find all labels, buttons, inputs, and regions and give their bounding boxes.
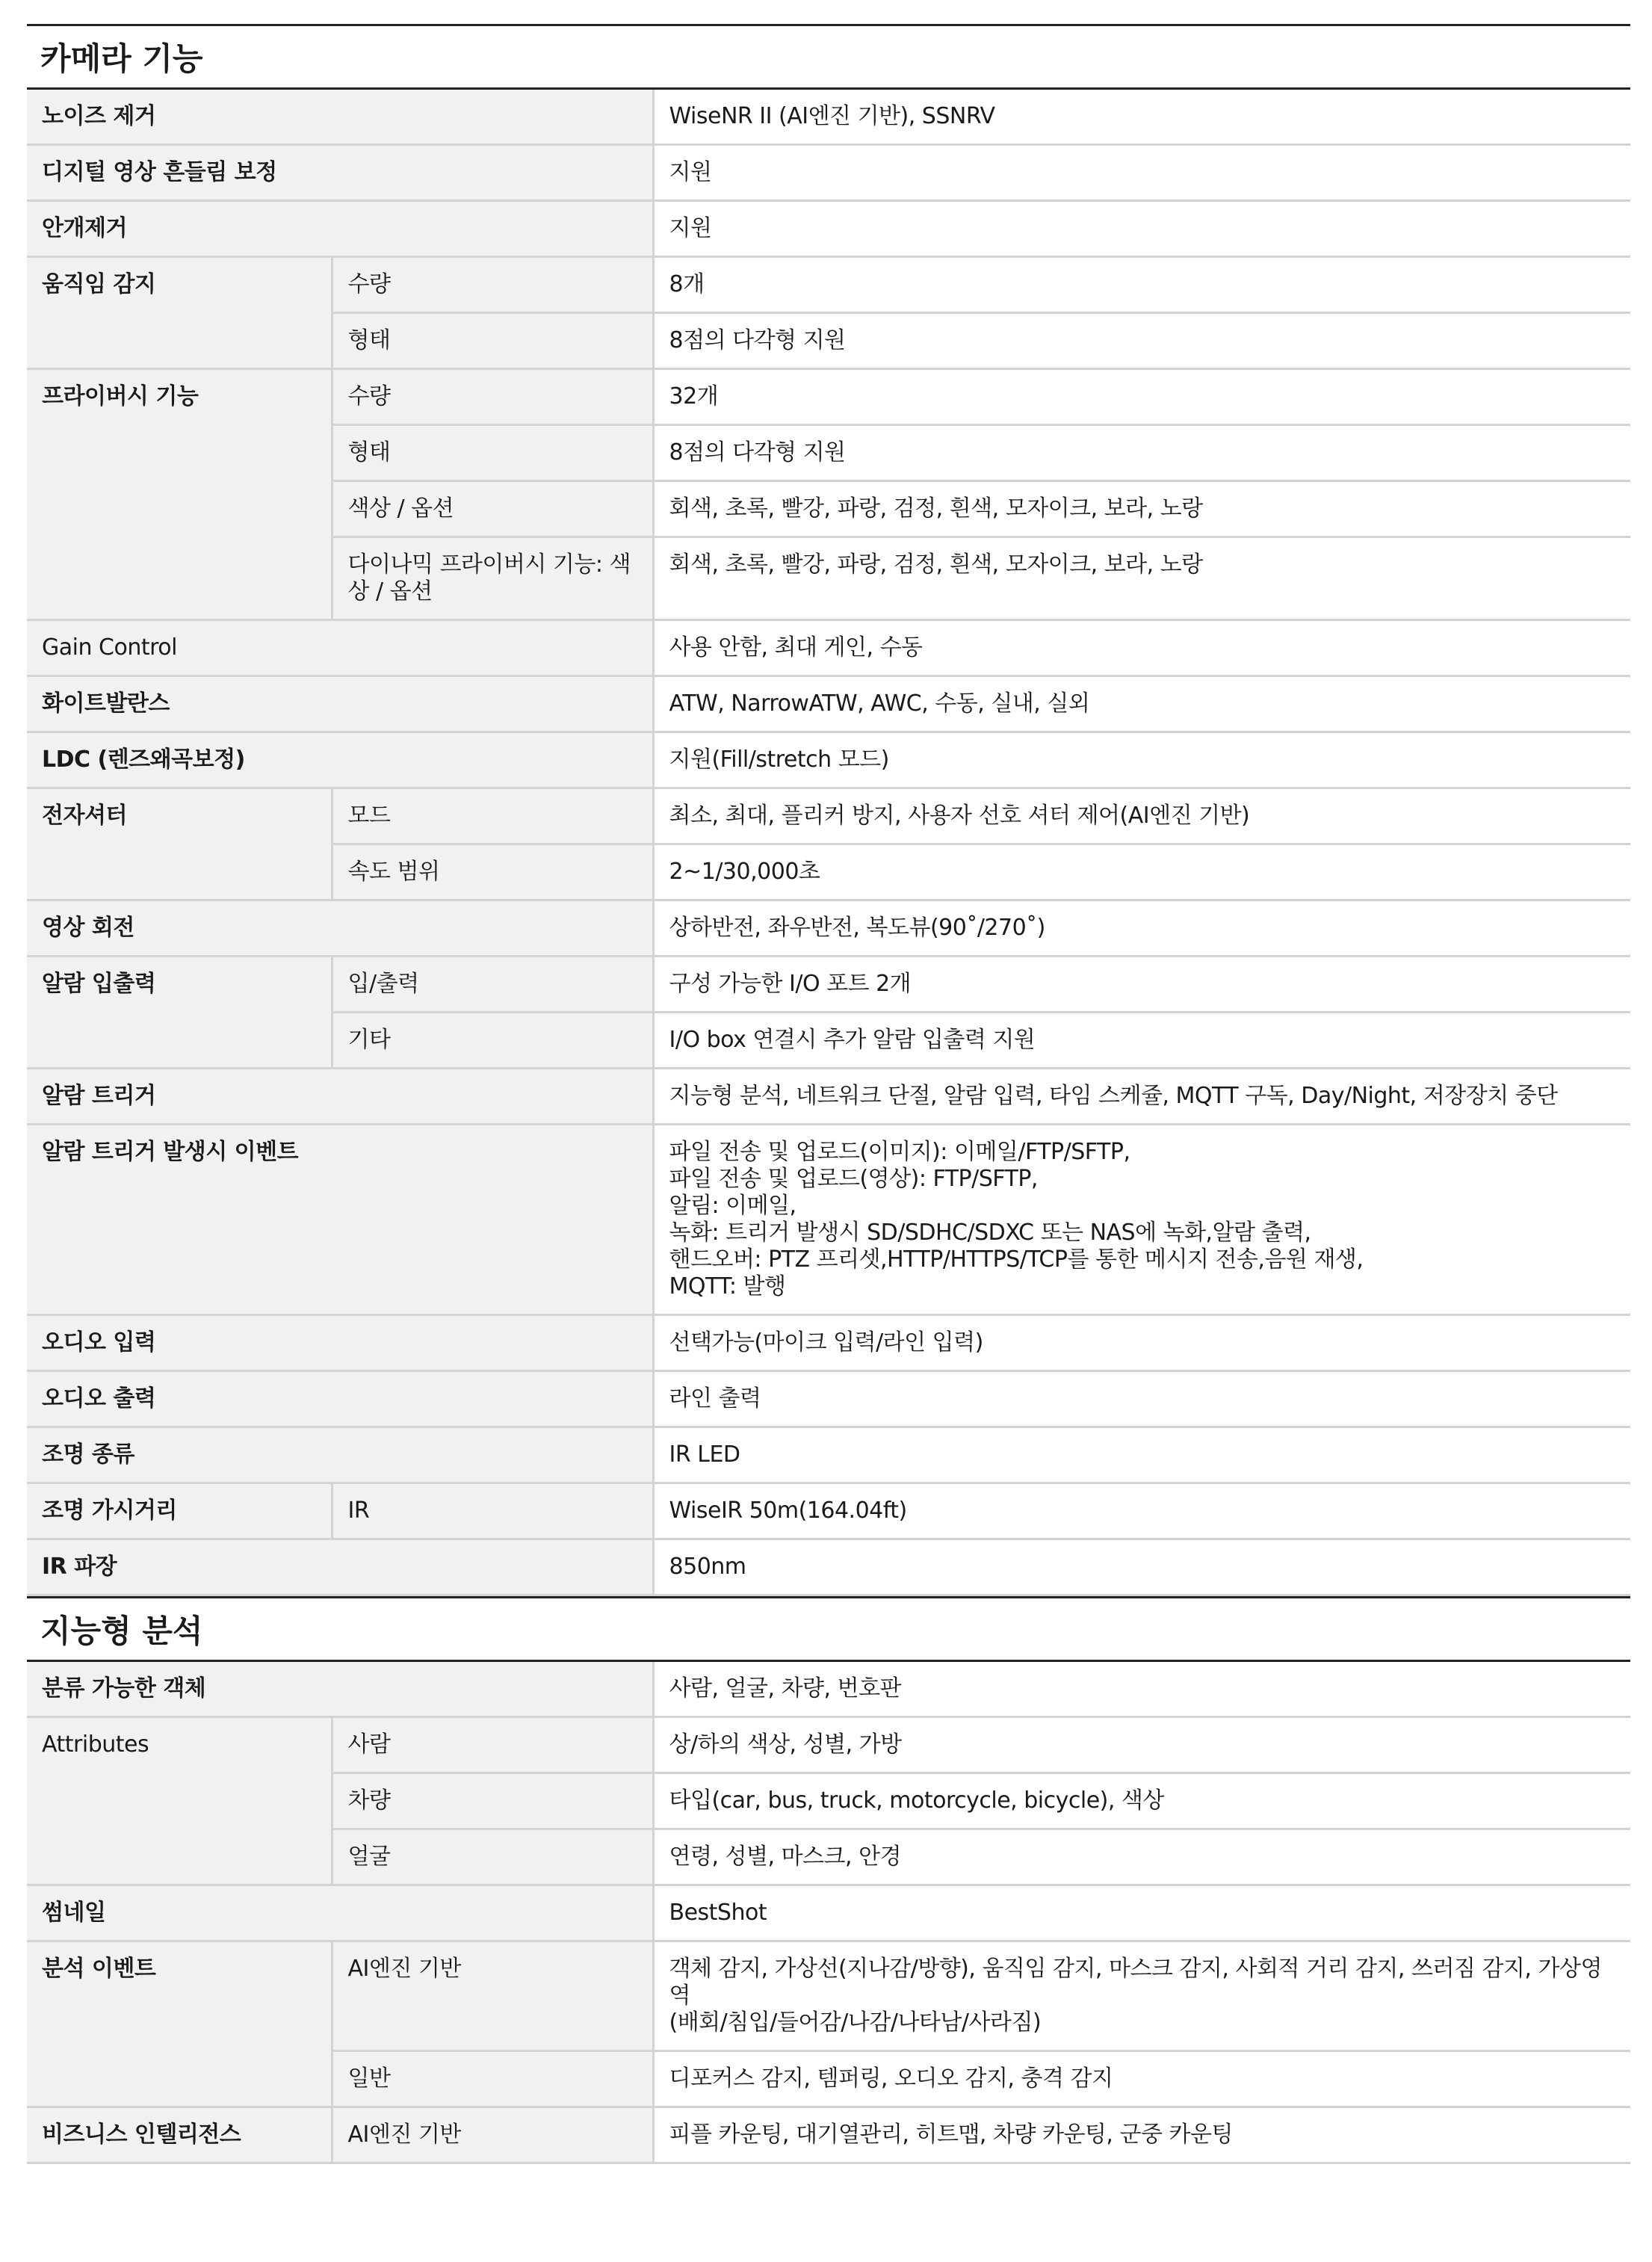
row-value: 타입(car, bus, truck, motorcycle, bicycle), 색상	[653, 1773, 1630, 1829]
row-value: 지원	[653, 145, 1630, 201]
table-row	[27, 732, 1630, 788]
row-sublabel: 기타	[332, 1013, 653, 1069]
row-label: 분석 이벤트	[27, 1941, 332, 2107]
row-value: 피플 카운팅, 대기열관리, 히트맵, 차량 카운팅, 군중 카운팅	[653, 2107, 1630, 2163]
row-sublabel: AI엔진 기반	[332, 2107, 653, 2163]
table-row	[27, 1539, 1630, 1595]
row-label: 전자셔터	[27, 788, 332, 900]
row-value: 사용 안함, 최대 게인, 수동	[653, 620, 1630, 676]
row-value: 32개	[653, 369, 1630, 425]
row-label: 비즈니스 인텔리전스	[27, 2107, 332, 2163]
row-value: 사람, 얼굴, 차량, 번호판	[653, 1662, 1630, 1717]
row-sublabel: 수량	[332, 257, 653, 313]
row-label: 영상 회전	[27, 900, 653, 957]
row-value: 객체 감지, 가상선(지나감/방향), 움직임 감지, 마스크 감지, 사회적 거리 감지, 쓰러짐 감지, 가상영역 (배회/침입/들어감/나감/나타남/사라짐)	[653, 1941, 1630, 2051]
row-value: 8개	[653, 257, 1630, 313]
row-value: BestShot	[653, 1885, 1630, 1941]
row-label: 분류 가능한 객체	[27, 1662, 653, 1717]
row-value: 연령, 성별, 마스크, 안경	[653, 1829, 1630, 1885]
row-sublabel: 모드	[332, 788, 653, 844]
row-value: 회색, 초록, 빨강, 파랑, 검정, 흰색, 모자이크, 보라, 노랑	[653, 537, 1630, 620]
row-sublabel: 얼굴	[332, 1829, 653, 1885]
section-title: 지능형 분석	[27, 1596, 1630, 1662]
row-label: 프라이버시 기능	[27, 369, 332, 620]
row-value: 상하반전, 좌우반전, 복도뷰(90˚/270˚)	[653, 900, 1630, 957]
row-label: 알람 트리거 발생시 이벤트	[27, 1125, 653, 1315]
table-row	[27, 1885, 1630, 1941]
row-value: 디포커스 감지, 템퍼링, 오디오 감지, 충격 감지	[653, 2051, 1630, 2107]
table-row	[27, 620, 1630, 676]
table-row	[27, 90, 1630, 145]
row-value: 2~1/30,000초	[653, 844, 1630, 900]
row-value: 선택가능(마이크 입력/라인 입력)	[653, 1315, 1630, 1371]
table-row	[27, 1941, 1630, 2051]
row-sublabel: 색상 / 옵션	[332, 481, 653, 537]
row-label: 알람 입출력	[27, 957, 332, 1069]
row-sublabel: 형태	[332, 313, 653, 369]
row-label: LDC (렌즈왜곡보정)	[27, 732, 653, 788]
row-label: 조명 가시거리	[27, 1483, 332, 1539]
row-sublabel: 다이나믹 프라이버시 기능: 색 상 / 옵션	[332, 537, 653, 620]
table-row	[27, 1371, 1630, 1427]
row-value: 지원(Fill/stretch 모드)	[653, 732, 1630, 788]
table-row	[27, 1483, 1630, 1539]
row-label: 알람 트리거	[27, 1069, 653, 1125]
table-row	[27, 2107, 1630, 2163]
row-label: Gain Control	[27, 620, 653, 676]
row-value: 지원	[653, 201, 1630, 257]
row-label: Attributes	[27, 1717, 332, 1885]
table-row	[27, 201, 1630, 257]
table-row	[27, 900, 1630, 957]
row-sublabel: AI엔진 기반	[332, 1941, 653, 2051]
row-label: IR 파장	[27, 1539, 653, 1595]
row-sublabel: 속도 범위	[332, 844, 653, 900]
row-value: 라인 출력	[653, 1371, 1630, 1427]
row-sublabel: IR	[332, 1483, 653, 1539]
table-row	[27, 1717, 1630, 1773]
table-row	[27, 145, 1630, 201]
table-row	[27, 788, 1630, 844]
row-value: 8점의 다각형 지원	[653, 425, 1630, 481]
row-value: 구성 가능한 I/O 포트 2개	[653, 957, 1630, 1013]
row-value: I/O box 연결시 추가 알람 입출력 지원	[653, 1013, 1630, 1069]
row-label: 디지털 영상 흔들림 보정	[27, 145, 653, 201]
row-label: 노이즈 제거	[27, 90, 653, 145]
table-row	[27, 1427, 1630, 1483]
table-row	[27, 1125, 1630, 1315]
row-label: 오디오 출력	[27, 1371, 653, 1427]
row-value: ATW, NarrowATW, AWC, 수동, 실내, 실외	[653, 676, 1630, 732]
row-value: 회색, 초록, 빨강, 파랑, 검정, 흰색, 모자이크, 보라, 노랑	[653, 481, 1630, 537]
row-sublabel: 차량	[332, 1773, 653, 1829]
row-value: 상/하의 색상, 성별, 가방	[653, 1717, 1630, 1773]
row-value: IR LED	[653, 1427, 1630, 1483]
row-sublabel: 사람	[332, 1717, 653, 1773]
row-value: 지능형 분석, 네트워크 단절, 알람 입력, 타임 스케쥴, MQTT 구독, Day/Night, 저장장치 중단	[653, 1069, 1630, 1125]
table-row	[27, 1662, 1630, 1717]
spec-sheet	[27, 24, 1630, 2164]
row-sublabel: 형태	[332, 425, 653, 481]
table-row	[27, 957, 1630, 1013]
row-value: 850nm	[653, 1539, 1630, 1595]
table-row	[27, 1069, 1630, 1125]
table-row	[27, 257, 1630, 313]
row-sublabel: 수량	[332, 369, 653, 425]
row-value: 8점의 다각형 지원	[653, 313, 1630, 369]
row-value: 파일 전송 및 업로드(이미지): 이메일/FTP/SFTP, 파일 전송 및 업로드(영상): FTP/SFTP, 알림: 이메일, 녹화: 트리거 발생시 SD/SDHC/SDXC 또는 NAS에 녹화,알람 출력, 핸드오버: PTZ 프리셋,HTTP/HTTPS/TCP를 통한 메시지 전송,음원 재생, MQTT: 발행	[653, 1125, 1630, 1315]
row-label: 오디오 입력	[27, 1315, 653, 1371]
row-value: 최소, 최대, 플리커 방지, 사용자 선호 셔터 제어(AI엔진 기반)	[653, 788, 1630, 844]
table-row	[27, 1315, 1630, 1371]
row-sublabel: 입/출력	[332, 957, 653, 1013]
row-value: WiseIR 50m(164.04ft)	[653, 1483, 1630, 1539]
spec-table	[27, 1662, 1630, 2164]
row-label: 화이트발란스	[27, 676, 653, 732]
section-title: 카메라 기능	[27, 24, 1630, 90]
row-sublabel: 일반	[332, 2051, 653, 2107]
row-label: 조명 종류	[27, 1427, 653, 1483]
spec-table	[27, 90, 1630, 1596]
table-row	[27, 369, 1630, 425]
row-label: 썸네일	[27, 1885, 653, 1941]
table-row	[27, 676, 1630, 732]
row-label: 움직임 감지	[27, 257, 332, 369]
row-value: WiseNR II (AI엔진 기반), SSNRV	[653, 90, 1630, 145]
row-label: 안개제거	[27, 201, 653, 257]
